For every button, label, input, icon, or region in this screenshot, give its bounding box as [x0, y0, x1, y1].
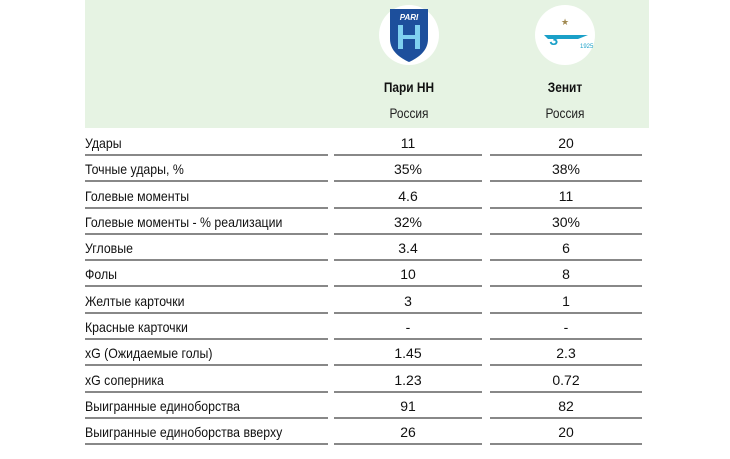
pari-nn-value: 3.4 [334, 235, 482, 261]
stat-label: Желтые карточки [85, 292, 185, 309]
zenit-value: 20 [490, 130, 642, 156]
zenit-value: 6 [490, 235, 642, 261]
zenit-value: - [490, 314, 642, 340]
table-row [85, 130, 645, 156]
stat-label-cell [85, 367, 328, 393]
stat-label-cell [85, 235, 328, 261]
stat-label: xG (Ожидаемые голы) [85, 345, 213, 362]
table-row [85, 183, 645, 209]
pari-nn-value: 1.23 [334, 367, 482, 393]
team-name: Зенит [547, 79, 583, 95]
stat-label-cell [85, 288, 328, 314]
table-header [85, 0, 649, 128]
pari-nn-value: - [334, 314, 482, 340]
stat-label-cell [85, 340, 328, 366]
zenit-value: 8 [490, 261, 642, 287]
pari-nn-value: 26 [334, 419, 482, 445]
table-row [85, 419, 645, 445]
stat-label: Красные карточки [85, 319, 188, 336]
pari-nn-value: 10 [334, 261, 482, 287]
pari-nn-logo [379, 5, 439, 65]
stat-label-cell [85, 314, 328, 340]
zenit-logo [535, 5, 595, 65]
stat-label-cell [85, 419, 328, 445]
table-row [85, 156, 645, 182]
stat-label: Голевые моменты - % реализации [85, 213, 283, 230]
pari-nn-value: 35% [334, 156, 482, 182]
stat-label-cell [85, 156, 328, 182]
stat-label: Угловые [85, 240, 133, 257]
table-row [85, 261, 645, 287]
zenit-value: 38% [490, 156, 642, 182]
stat-label-cell [85, 209, 328, 235]
stat-label: xG соперника [85, 371, 164, 388]
svg-text:PARI: PARI [399, 13, 419, 22]
zenit-value: 1 [490, 288, 642, 314]
stat-label-cell [85, 393, 328, 419]
stat-label-cell [85, 183, 328, 209]
table-row [85, 209, 645, 235]
stats-table [85, 130, 645, 446]
team-country: Россия [389, 105, 429, 121]
team-pari-nn [334, 0, 484, 121]
zenit-value: 2.3 [490, 340, 642, 366]
table-row [85, 367, 645, 393]
stat-label: Выигранные единоборства вверху [85, 424, 283, 441]
stat-label: Точные удары, % [85, 161, 184, 178]
zenit-value: 20 [490, 419, 642, 445]
stat-label: Выигранные единоборства [85, 397, 241, 414]
svg-text:★: ★ [560, 17, 570, 27]
stat-label: Голевые моменты [85, 187, 190, 204]
zenit-value: 0.72 [490, 367, 642, 393]
pari-nn-value: 4.6 [334, 183, 482, 209]
stat-label: Фолы [85, 266, 117, 283]
table-row [85, 288, 645, 314]
svg-text:1925: 1925 [580, 44, 594, 50]
zenit-value: 11 [490, 183, 642, 209]
pari-nn-value: 11 [334, 130, 482, 156]
team-name: Пари НН [383, 79, 435, 95]
stat-label: Удары [85, 135, 122, 151]
pari-nn-value: 1.45 [334, 340, 482, 366]
stat-label-cell [85, 261, 328, 287]
team-country: Россия [545, 105, 585, 121]
svg-text:З: З [549, 32, 559, 48]
pari-nn-value: 32% [334, 209, 482, 235]
pari-nn-value: 3 [334, 288, 482, 314]
table-row [85, 393, 645, 419]
table-row [85, 235, 645, 261]
team-zenit [490, 0, 640, 121]
stat-label-cell [85, 130, 328, 156]
table-row [85, 314, 645, 340]
pari-nn-value: 91 [334, 393, 482, 419]
table-row [85, 340, 645, 366]
zenit-value: 30% [490, 209, 642, 235]
zenit-value: 82 [490, 393, 642, 419]
